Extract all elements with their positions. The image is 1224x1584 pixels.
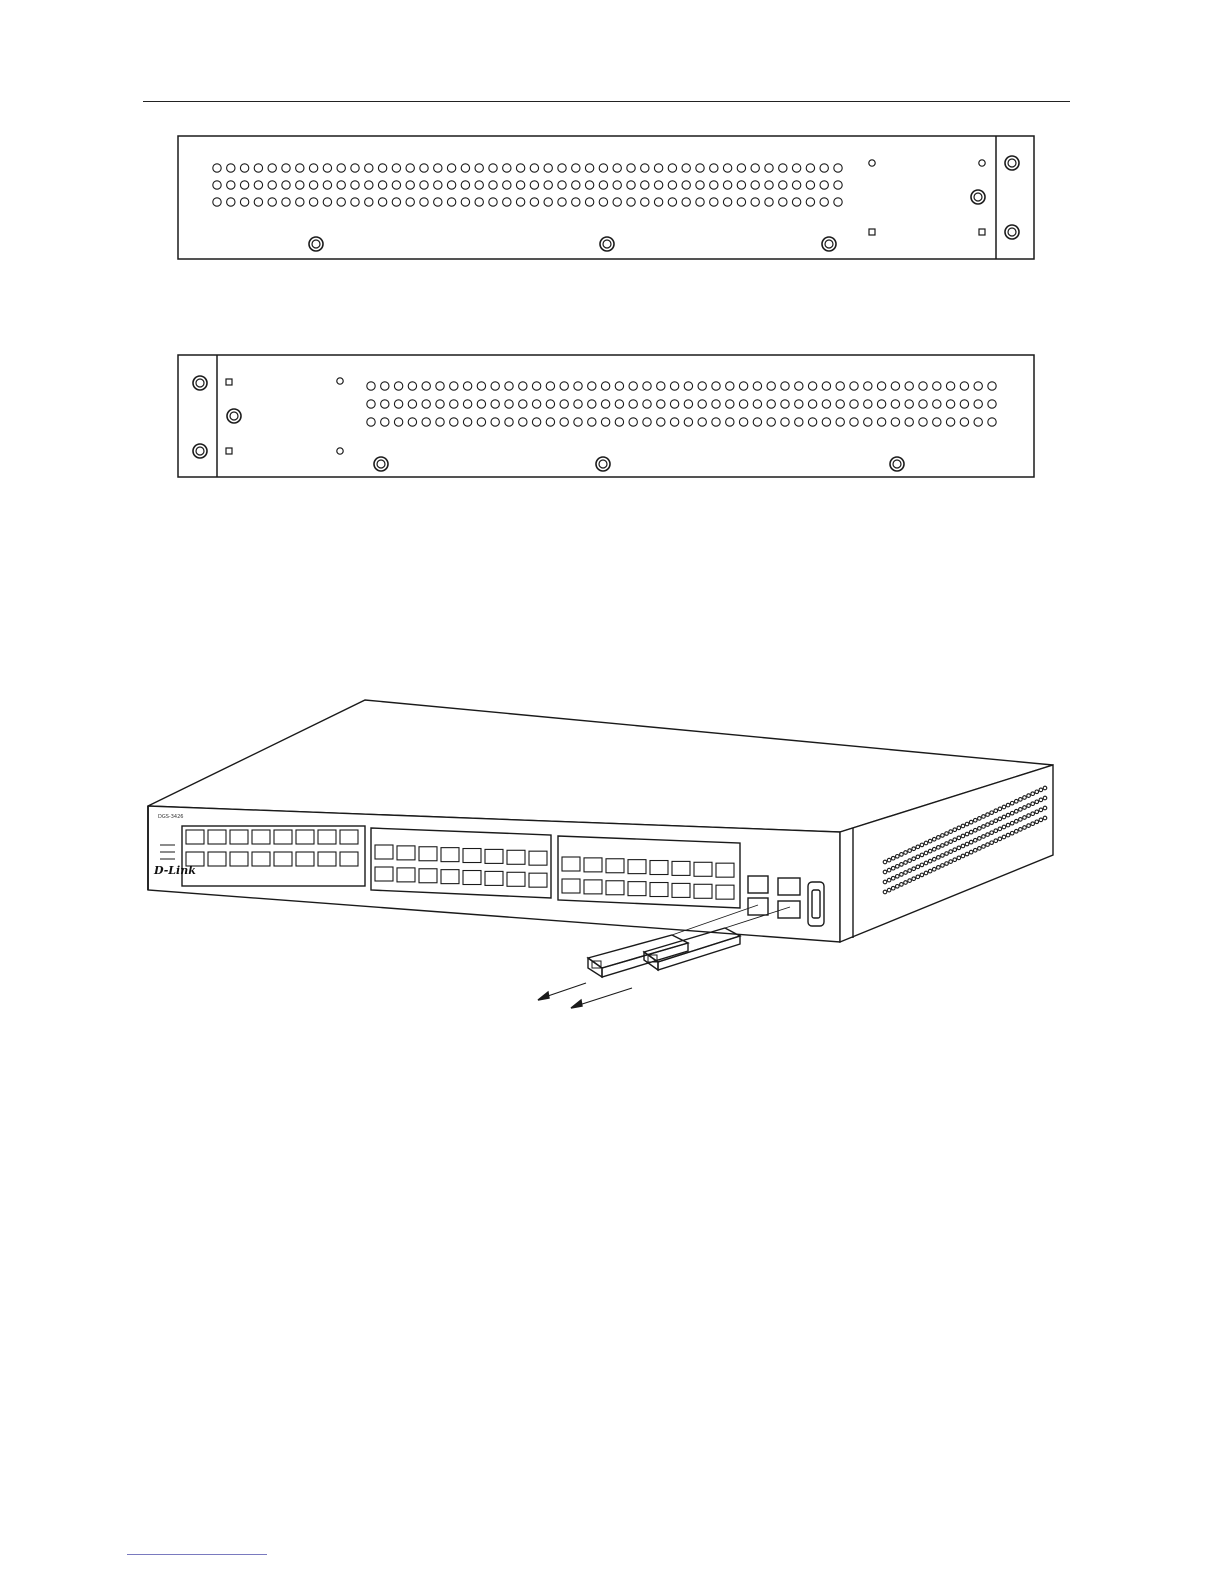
vent-hole: [503, 198, 511, 206]
vent-hole: [710, 164, 718, 172]
vent-hole: [795, 418, 803, 426]
vent-hole: [627, 164, 635, 172]
vent-hole: [489, 181, 497, 189]
vent-hole: [712, 400, 720, 408]
vent-hole: [367, 400, 375, 408]
vent-hole: [296, 181, 304, 189]
vent-hole: [891, 418, 899, 426]
vent-hole: [629, 400, 637, 408]
vent-hole: [365, 164, 373, 172]
vent-hole: [781, 400, 789, 408]
vent-hole: [723, 181, 731, 189]
vent-hole: [781, 382, 789, 390]
vent-hole: [392, 198, 400, 206]
side-panel-1: [178, 136, 1034, 259]
vent-hole: [613, 164, 621, 172]
vent-hole: [836, 418, 844, 426]
vent-hole: [309, 164, 317, 172]
vent-hole: [213, 181, 221, 189]
vent-hole: [601, 418, 609, 426]
vent-hole: [544, 181, 552, 189]
vent-hole: [601, 382, 609, 390]
vent-hole: [519, 418, 527, 426]
vent-hole: [751, 181, 759, 189]
vent-hole: [654, 164, 662, 172]
bracket-screw-icon: [1005, 156, 1019, 170]
vent-hole: [572, 164, 580, 172]
vent-hole: [670, 400, 678, 408]
vent-hole: [836, 400, 844, 408]
vent-hole: [712, 418, 720, 426]
bracket-screw-icon: [971, 190, 985, 204]
vent-hole: [988, 418, 996, 426]
vent-hole: [254, 164, 262, 172]
vent-hole: [806, 198, 814, 206]
vent-hole: [408, 418, 416, 426]
vent-hole: [240, 164, 248, 172]
vent-hole: [491, 382, 499, 390]
vent-hole: [337, 198, 345, 206]
vent-hole: [615, 418, 623, 426]
vent-hole: [613, 198, 621, 206]
vent-hole: [751, 164, 759, 172]
vent-hole: [919, 418, 927, 426]
vent-hole: [461, 181, 469, 189]
vent-hole: [422, 382, 430, 390]
vent-hole: [988, 400, 996, 408]
vent-hole: [670, 382, 678, 390]
vent-hole: [654, 181, 662, 189]
vent-hole: [585, 181, 593, 189]
vent-hole: [779, 164, 787, 172]
vent-hole: [489, 198, 497, 206]
vent-hole: [546, 400, 554, 408]
vent-hole: [974, 382, 982, 390]
vent-hole: [960, 382, 968, 390]
vent-hole: [682, 164, 690, 172]
vent-hole: [891, 400, 899, 408]
vent-hole: [765, 198, 773, 206]
vent-hole: [696, 198, 704, 206]
vent-hole: [450, 400, 458, 408]
vent-hole: [806, 181, 814, 189]
vent-hole: [558, 198, 566, 206]
vent-hole: [544, 164, 552, 172]
vent-hole: [572, 198, 580, 206]
vent-hole: [751, 198, 759, 206]
vent-hole: [820, 181, 828, 189]
vent-hole: [808, 400, 816, 408]
vent-hole: [933, 418, 941, 426]
vent-hole: [781, 418, 789, 426]
vent-hole: [960, 418, 968, 426]
vent-hole: [753, 418, 761, 426]
vent-hole: [946, 382, 954, 390]
vent-hole: [532, 382, 540, 390]
mount-screw-icon: [600, 237, 614, 251]
vent-hole: [213, 164, 221, 172]
vent-hole: [641, 198, 649, 206]
vent-hole: [668, 198, 676, 206]
vent-hole: [613, 181, 621, 189]
vent-hole: [268, 164, 276, 172]
vent-hole: [365, 181, 373, 189]
vent-hole: [806, 164, 814, 172]
vent-hole: [282, 198, 290, 206]
vent-hole: [491, 400, 499, 408]
vent-hole: [503, 181, 511, 189]
vent-hole: [657, 382, 665, 390]
vent-hole: [475, 164, 483, 172]
vent-hole: [546, 382, 554, 390]
vent-hole: [351, 198, 359, 206]
vent-hole: [420, 181, 428, 189]
vent-hole: [877, 418, 885, 426]
vent-hole: [447, 198, 455, 206]
vent-hole: [381, 382, 389, 390]
vent-hole: [434, 181, 442, 189]
vent-hole: [599, 198, 607, 206]
vent-hole: [394, 400, 402, 408]
vent-hole: [808, 382, 816, 390]
vent-hole: [477, 418, 485, 426]
vent-hole: [367, 418, 375, 426]
vent-hole: [726, 400, 734, 408]
vent-hole: [282, 181, 290, 189]
vent-hole: [574, 400, 582, 408]
vent-hole: [820, 198, 828, 206]
vent-hole: [450, 418, 458, 426]
vent-hole: [503, 164, 511, 172]
vent-hole: [434, 198, 442, 206]
vent-hole: [268, 198, 276, 206]
vent-hole: [834, 198, 842, 206]
vent-hole: [337, 181, 345, 189]
vent-hole: [726, 418, 734, 426]
vent-hole: [629, 418, 637, 426]
vent-hole: [463, 418, 471, 426]
vent-hole: [905, 400, 913, 408]
vent-hole: [309, 198, 317, 206]
vent-hole: [723, 164, 731, 172]
vent-hole: [519, 400, 527, 408]
vent-hole: [765, 181, 773, 189]
brand-logo: D-Link: [154, 864, 196, 877]
vent-hole: [422, 400, 430, 408]
vent-hole: [461, 198, 469, 206]
vent-hole: [850, 382, 858, 390]
vent-hole: [698, 400, 706, 408]
vent-hole: [629, 382, 637, 390]
vent-hole: [461, 164, 469, 172]
vent-hole: [657, 400, 665, 408]
vent-hole: [351, 181, 359, 189]
vent-hole: [767, 382, 775, 390]
vent-hole: [668, 181, 676, 189]
vent-hole: [682, 181, 690, 189]
vent-hole: [627, 198, 635, 206]
vent-hole: [710, 198, 718, 206]
vent-hole: [905, 418, 913, 426]
vent-hole: [367, 382, 375, 390]
vent-hole: [739, 400, 747, 408]
vent-hole: [505, 418, 513, 426]
vent-hole: [505, 382, 513, 390]
vent-hole: [560, 400, 568, 408]
vent-hole: [668, 164, 676, 172]
vent-hole: [779, 198, 787, 206]
vent-hole: [378, 164, 386, 172]
vent-hole: [726, 382, 734, 390]
vent-hole: [560, 382, 568, 390]
vent-hole: [792, 164, 800, 172]
vent-hole: [641, 164, 649, 172]
vent-hole: [615, 382, 623, 390]
vent-hole: [544, 198, 552, 206]
mount-screw-icon: [822, 237, 836, 251]
vent-hole: [641, 181, 649, 189]
vent-hole: [394, 418, 402, 426]
vent-hole: [392, 164, 400, 172]
vent-hole: [572, 181, 580, 189]
vent-holes: [367, 382, 996, 426]
vent-hole: [477, 400, 485, 408]
side-panel-2: [178, 355, 1034, 477]
vent-hole: [546, 418, 554, 426]
vent-hole: [850, 418, 858, 426]
vent-hole: [489, 164, 497, 172]
vent-hole: [792, 181, 800, 189]
vent-hole: [933, 400, 941, 408]
vent-hole: [834, 181, 842, 189]
bracket-screw-icon: [193, 444, 207, 458]
vent-hole: [213, 198, 221, 206]
vent-hole: [227, 164, 235, 172]
vent-hole: [519, 382, 527, 390]
vent-hole: [795, 400, 803, 408]
vent-hole: [475, 181, 483, 189]
vent-hole: [767, 400, 775, 408]
vent-hole: [877, 400, 885, 408]
model-label: DGS-3426: [158, 814, 184, 820]
vent-hole: [436, 382, 444, 390]
vent-hole: [654, 198, 662, 206]
vent-hole: [558, 181, 566, 189]
vent-hole: [447, 181, 455, 189]
vent-hole: [864, 418, 872, 426]
vent-hole: [240, 181, 248, 189]
vent-hole: [698, 418, 706, 426]
bracket-screw-icon: [193, 376, 207, 390]
vent-hole: [864, 382, 872, 390]
bracket-screw-icon: [1005, 225, 1019, 239]
vent-hole: [378, 198, 386, 206]
vent-hole: [946, 400, 954, 408]
vent-hole: [779, 181, 787, 189]
vent-hole: [516, 181, 524, 189]
vent-hole: [574, 418, 582, 426]
vent-hole: [864, 400, 872, 408]
vent-hole: [240, 198, 248, 206]
vent-hole: [351, 164, 359, 172]
vent-hole: [532, 400, 540, 408]
vent-hole: [530, 164, 538, 172]
vent-hole: [381, 400, 389, 408]
bracket-screw-icon: [227, 409, 241, 423]
vent-hole: [737, 164, 745, 172]
vent-hole: [988, 382, 996, 390]
mount-screw-icon: [596, 457, 610, 471]
vent-hole: [381, 418, 389, 426]
vent-hole: [739, 418, 747, 426]
vent-hole: [753, 400, 761, 408]
vent-hole: [282, 164, 290, 172]
vent-hole: [491, 418, 499, 426]
vent-hole: [710, 181, 718, 189]
mount-screw-icon: [309, 237, 323, 251]
vent-hole: [767, 418, 775, 426]
vent-hole: [753, 382, 761, 390]
vent-hole: [588, 400, 596, 408]
vent-hole: [406, 198, 414, 206]
vent-hole: [960, 400, 968, 408]
vent-hole: [739, 382, 747, 390]
vent-hole: [532, 418, 540, 426]
vent-hole: [516, 198, 524, 206]
vent-hole: [684, 382, 692, 390]
vent-hole: [436, 400, 444, 408]
vent-hole: [505, 400, 513, 408]
vent-hole: [560, 418, 568, 426]
vent-hole: [477, 382, 485, 390]
vent-hole: [323, 164, 331, 172]
vent-hole: [919, 400, 927, 408]
vent-hole: [822, 418, 830, 426]
vent-hole: [698, 382, 706, 390]
vent-hole: [643, 400, 651, 408]
vent-hole: [765, 164, 773, 172]
vent-hole: [463, 382, 471, 390]
vent-hole: [712, 382, 720, 390]
vent-hole: [365, 198, 373, 206]
vent-hole: [643, 382, 651, 390]
vent-hole: [599, 181, 607, 189]
vent-hole: [585, 164, 593, 172]
vent-hole: [254, 181, 262, 189]
vent-hole: [378, 181, 386, 189]
mount-screw-icon: [890, 457, 904, 471]
vent-hole: [422, 418, 430, 426]
vent-hole: [558, 164, 566, 172]
vent-hole: [905, 382, 913, 390]
vent-hole: [974, 418, 982, 426]
vent-hole: [836, 382, 844, 390]
vent-hole: [516, 164, 524, 172]
vent-hole: [406, 164, 414, 172]
vent-hole: [227, 198, 235, 206]
vent-hole: [974, 400, 982, 408]
vent-hole: [392, 181, 400, 189]
vent-hole: [627, 181, 635, 189]
vent-hole: [850, 400, 858, 408]
vent-hole: [670, 418, 678, 426]
vent-hole: [792, 198, 800, 206]
vent-hole: [574, 382, 582, 390]
vent-hole: [475, 198, 483, 206]
vent-hole: [933, 382, 941, 390]
vent-hole: [268, 181, 276, 189]
vent-hole: [684, 400, 692, 408]
vent-hole: [463, 400, 471, 408]
vent-hole: [795, 382, 803, 390]
vent-hole: [309, 181, 317, 189]
vent-hole: [420, 164, 428, 172]
vent-hole: [919, 382, 927, 390]
footer-rule: [127, 1554, 267, 1555]
vent-hole: [436, 418, 444, 426]
vent-hole: [450, 382, 458, 390]
vent-hole: [643, 418, 651, 426]
vent-hole: [820, 164, 828, 172]
vent-hole: [227, 181, 235, 189]
vent-hole: [877, 382, 885, 390]
vent-hole: [808, 418, 816, 426]
vent-hole: [420, 198, 428, 206]
vent-hole: [601, 400, 609, 408]
vent-hole: [296, 164, 304, 172]
vent-hole: [657, 418, 665, 426]
vent-hole: [696, 164, 704, 172]
vent-hole: [891, 382, 899, 390]
vent-hole: [737, 198, 745, 206]
vent-hole: [684, 418, 692, 426]
vent-hole: [588, 382, 596, 390]
vent-hole: [447, 164, 455, 172]
vent-hole: [434, 164, 442, 172]
vent-hole: [296, 198, 304, 206]
vent-hole: [394, 382, 402, 390]
vent-hole: [834, 164, 842, 172]
vent-hole: [696, 181, 704, 189]
vent-hole: [530, 181, 538, 189]
vent-hole: [946, 418, 954, 426]
vent-hole: [588, 418, 596, 426]
vent-hole: [599, 164, 607, 172]
vent-hole: [723, 198, 731, 206]
vent-hole: [822, 400, 830, 408]
mount-screw-icon: [374, 457, 388, 471]
vent-hole: [737, 181, 745, 189]
vent-hole: [615, 400, 623, 408]
vent-hole: [585, 198, 593, 206]
vent-hole: [408, 400, 416, 408]
vent-hole: [323, 181, 331, 189]
vent-hole: [408, 382, 416, 390]
vent-holes: [213, 164, 842, 206]
vent-hole: [406, 181, 414, 189]
vent-hole: [682, 198, 690, 206]
switch-perspective: [148, 700, 1053, 1008]
vent-hole: [822, 382, 830, 390]
vent-hole: [323, 198, 331, 206]
vent-hole: [530, 198, 538, 206]
vent-hole: [254, 198, 262, 206]
vent-hole: [337, 164, 345, 172]
